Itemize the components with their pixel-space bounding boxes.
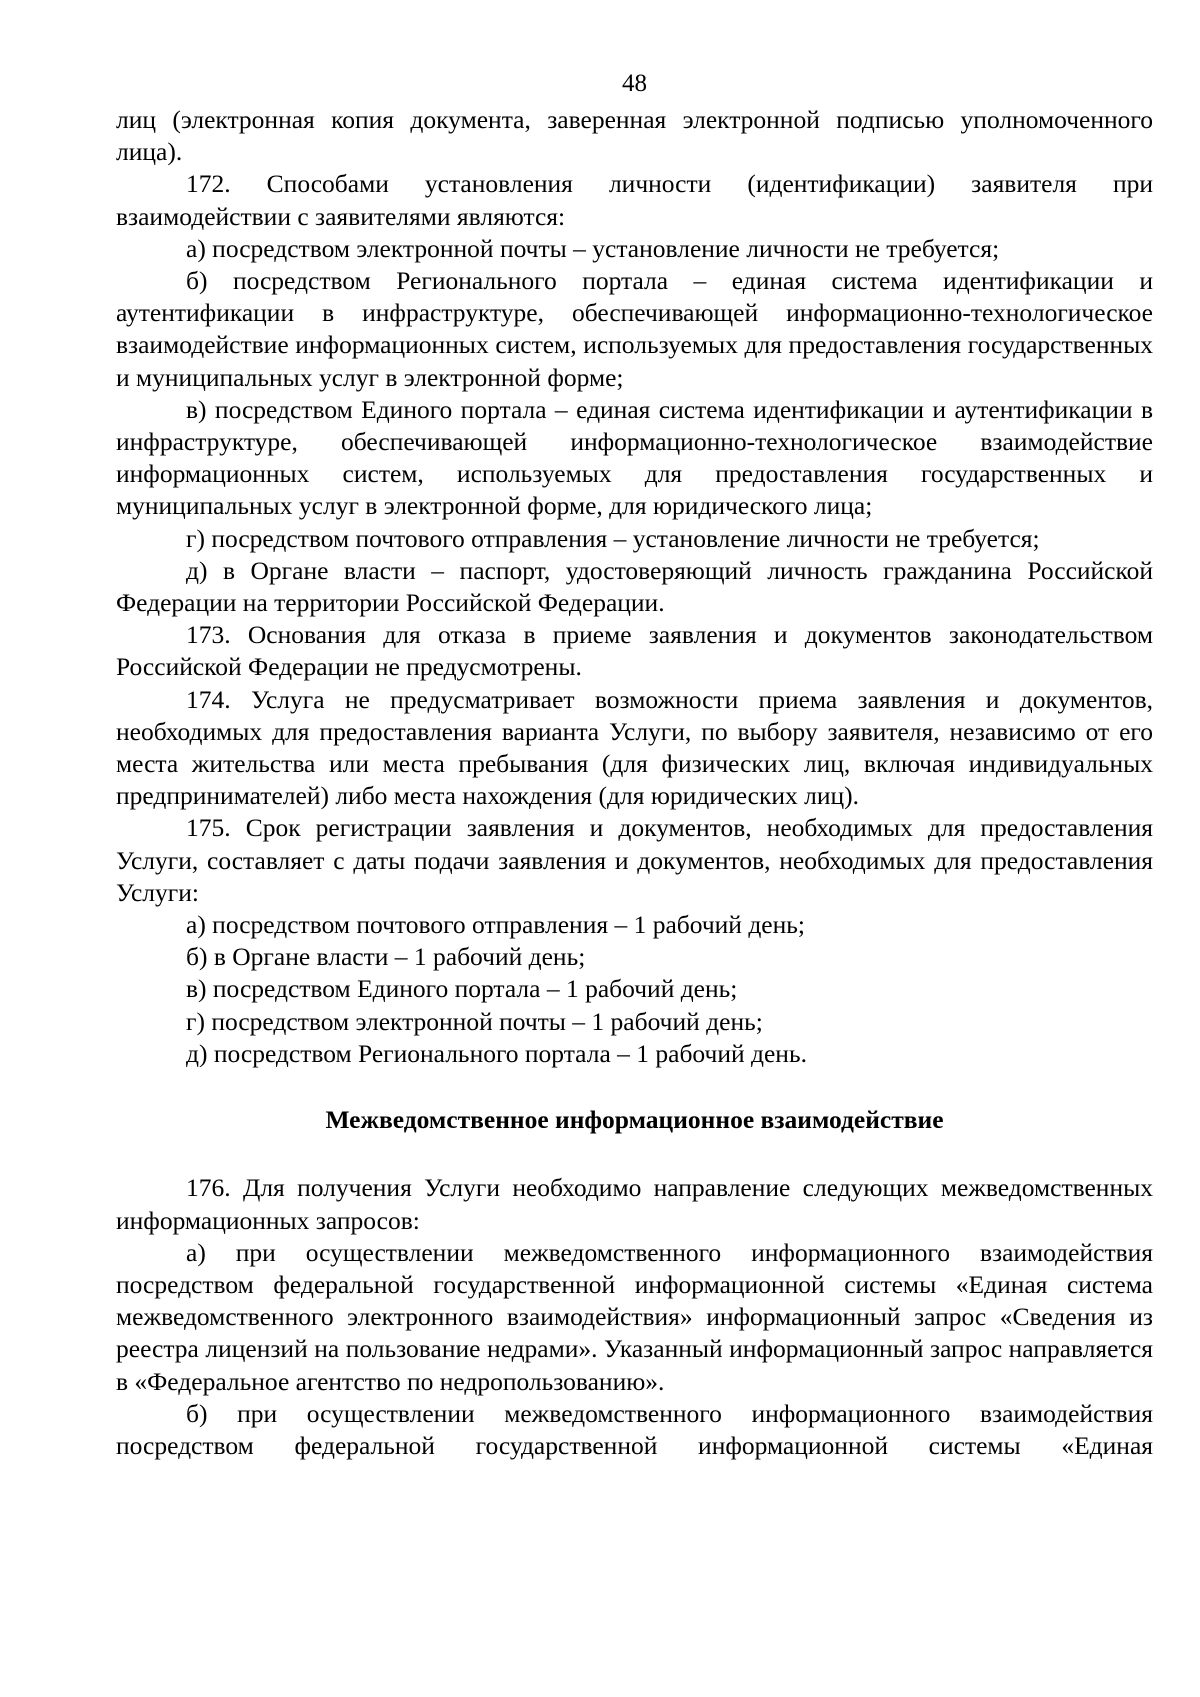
paragraph: в) посредством Единого портала – 1 рабочий день; <box>186 974 738 1004</box>
section-heading: Межведомственное информационное взаимодействие <box>325 1105 944 1135</box>
paragraph: 176. Для получения Услуги необходимо направление следующих межведомственных информационных запросов: <box>116 1173 1153 1235</box>
page-number: 48 <box>622 70 647 97</box>
paragraph: б) в Органе власти – 1 рабочий день; <box>186 942 586 972</box>
paragraph: б) при осуществлении межведомственного информационного взаимодействия посредством федеральной государственной информационной системы «Единая <box>116 1398 1153 1460</box>
document-body-after-heading <box>116 1172 1153 1462</box>
paragraph: а) посредством электронной почты – установление личности не требуется; <box>186 233 1000 263</box>
paragraph: д) посредством Регионального портала – 1 рабочий день. <box>186 1038 807 1068</box>
paragraph: а) при осуществлении межведомственного информационного взаимодействия посредством федеральной государственной информационной системы «Единая система межведомственного электронного взаимодействия» информационный запрос «Сведения из реестра лицензий на пользование недрами». Указанный информационный запрос направляется в «Федеральное агентство по недропользованию». <box>116 1237 1153 1396</box>
paragraph: а) посредством почтового отправления – 1 рабочий день; <box>186 910 805 940</box>
paragraph: в) посредством Единого портала – единая система идентификации и аутентификации в инфраструктуре, обеспечивающей информационно-технологическое взаимодействие информационных систем, используемых для предоставления государственных и муниципальных услуг в электронной форме, для юридического лица; <box>116 394 1153 521</box>
paragraph: 174. Услуга не предусматривает возможности приема заявления и документов, необходимых для предоставления варианта Услуги, по выбору заявителя, независимо от его места жительства или места пребывания (для физических лиц, включая индивидуальных предпринимателей) либо места нахождения (для юридических лиц). <box>116 684 1153 811</box>
paragraph: г) посредством почтового отправления – установление личности не требуется; <box>186 523 1040 553</box>
paragraph: 173. Основания для отказа в приеме заявления и документов законодательством Российской Федерации не предусмотрены. <box>116 620 1153 682</box>
document-body-before-heading <box>116 104 1153 1070</box>
paragraph: 172. Способами установления личности (идентификации) заявителя при взаимодействии с заявителями являются: <box>116 169 1153 231</box>
document-page <box>116 68 1153 1462</box>
paragraph: д) в Органе власти – паспорт, удостоверяющий личность гражданина Российской Федерации на территории Российской Федерации. <box>116 555 1153 618</box>
paragraph: б) посредством Регионального портала – единая система идентификации и аутентификации в инфраструктуре, обеспечивающей информационно-технологическое взаимодействие информационных систем, используемых для предоставления государственных и муниципальных услуг в электронной форме; <box>116 266 1153 392</box>
paragraph: 175. Срок регистрации заявления и документов, необходимых для предоставления Услуги, составляет с даты подачи заявления и документов, необходимых для предоставления Услуги: <box>116 813 1153 907</box>
paragraph: г) посредством электронной почты – 1 рабочий день; <box>186 1006 763 1036</box>
paragraph: лиц (электронная копия документа, заверенная электронной подписью уполномоченного лица). <box>116 105 1153 167</box>
